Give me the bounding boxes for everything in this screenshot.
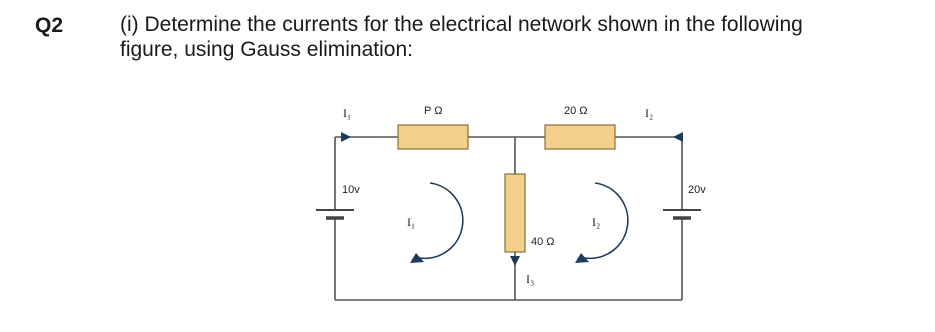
battery-left (316, 210, 354, 218)
resistor-40 (505, 174, 525, 252)
label-loop-left: I₁ (407, 215, 416, 229)
label-current-top-left: I₁ (343, 106, 352, 120)
resistor-p (398, 125, 468, 149)
label-current-middle: I₃ (526, 272, 535, 286)
arrow-right-icon (341, 132, 351, 142)
label-resistor-p: P Ω (424, 105, 443, 117)
label-resistor-40: 40 Ω (531, 236, 555, 248)
question-line-1: (i) Determine the currents for the electrical network shown in the following (120, 13, 803, 36)
label-resistor-20: 20 Ω (564, 105, 588, 117)
resistor-20 (545, 125, 615, 149)
label-source-right: 20v (688, 184, 706, 196)
label-current-top-right: I₂ (645, 106, 654, 120)
question-line-2: figure, using Gauss elimination: (120, 38, 413, 61)
question-number: Q2 (35, 14, 64, 37)
battery-right (663, 210, 701, 218)
label-source-left: 10v (342, 184, 360, 196)
loop-arc-left (420, 183, 463, 258)
arrow-left-icon (673, 132, 683, 142)
label-loop-right: I₂ (592, 215, 601, 229)
arrow-down-icon (510, 256, 520, 266)
